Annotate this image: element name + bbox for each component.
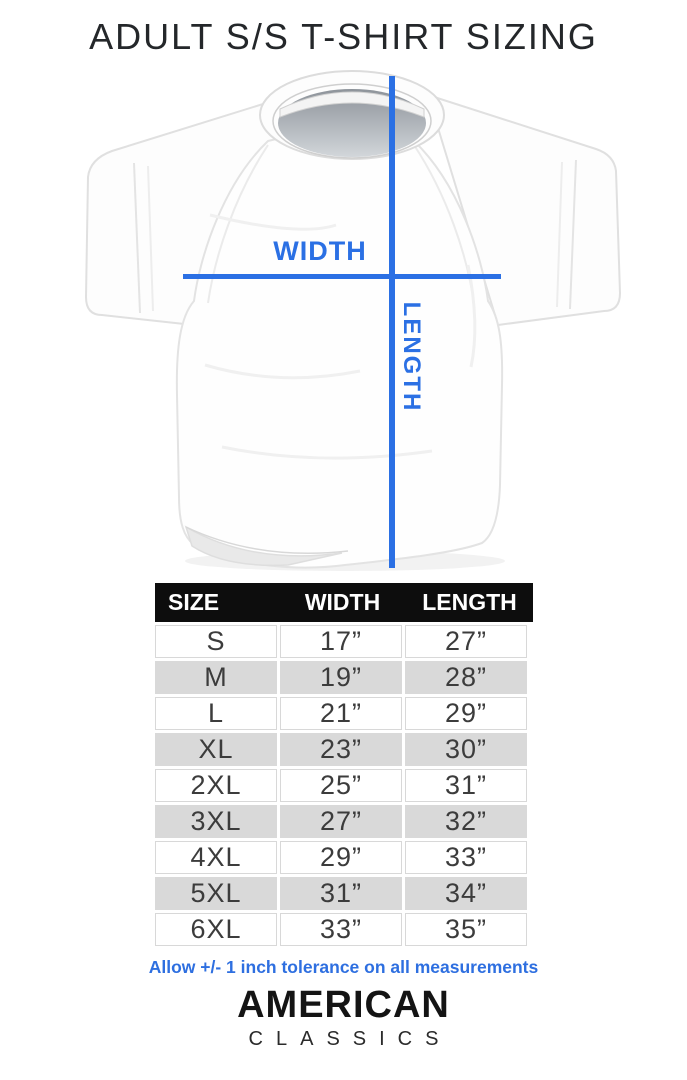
table-cell: 6XL — [155, 913, 277, 946]
tshirt-diagram — [0, 65, 687, 579]
page-title: ADULT S/S T-SHIRT SIZING — [89, 16, 598, 57]
table-cell: 31” — [405, 769, 527, 802]
table-row — [155, 625, 527, 658]
table-cell: 4XL — [155, 841, 277, 874]
table-cell: L — [155, 697, 277, 730]
brand-name-secondary: CLASSICS — [248, 1027, 452, 1050]
column-header-size: SIZE — [168, 589, 220, 615]
table-cell: 27” — [405, 625, 527, 658]
size-table — [152, 622, 530, 949]
table-row — [155, 805, 527, 838]
brand-logo — [0, 985, 687, 1051]
table-row — [155, 697, 527, 730]
table-cell: 23” — [280, 733, 402, 766]
size-chart-header — [155, 583, 533, 622]
table-cell: XL — [155, 733, 277, 766]
table-cell: 31” — [280, 877, 402, 910]
table-cell: 33” — [280, 913, 402, 946]
table-cell: 35” — [405, 913, 527, 946]
table-cell: 34” — [405, 877, 527, 910]
brand-name-primary: AMERICAN — [237, 984, 450, 1026]
table-cell: 32” — [405, 805, 527, 838]
table-cell: 3XL — [155, 805, 277, 838]
table-row — [155, 769, 527, 802]
length-measure-line — [389, 76, 395, 568]
table-row — [155, 661, 527, 694]
table-row — [155, 877, 527, 910]
column-header-width: WIDTH — [304, 589, 381, 615]
table-cell: 21” — [280, 697, 402, 730]
length-label: LENGTH — [398, 301, 425, 413]
size-table-body — [155, 625, 527, 946]
table-row — [155, 733, 527, 766]
table-cell: S — [155, 625, 277, 658]
size-chart — [155, 583, 533, 949]
table-cell: 33” — [405, 841, 527, 874]
table-cell: M — [155, 661, 277, 694]
table-cell: 19” — [280, 661, 402, 694]
table-cell: 29” — [405, 697, 527, 730]
table-cell: 25” — [280, 769, 402, 802]
table-cell: 28” — [405, 661, 527, 694]
column-header-length: LENGTH — [422, 589, 517, 615]
table-cell: 30” — [405, 733, 527, 766]
table-row — [155, 841, 527, 874]
table-cell: 2XL — [155, 769, 277, 802]
table-cell: 29” — [280, 841, 402, 874]
table-row — [155, 913, 527, 946]
tshirt-graphic — [0, 65, 687, 579]
tolerance-note: Allow +/- 1 inch tolerance on all measurements — [148, 957, 539, 977]
table-cell: 27” — [280, 805, 402, 838]
width-label: WIDTH — [273, 236, 367, 266]
table-cell: 17” — [280, 625, 402, 658]
width-measure-line — [183, 274, 501, 279]
table-cell: 5XL — [155, 877, 277, 910]
